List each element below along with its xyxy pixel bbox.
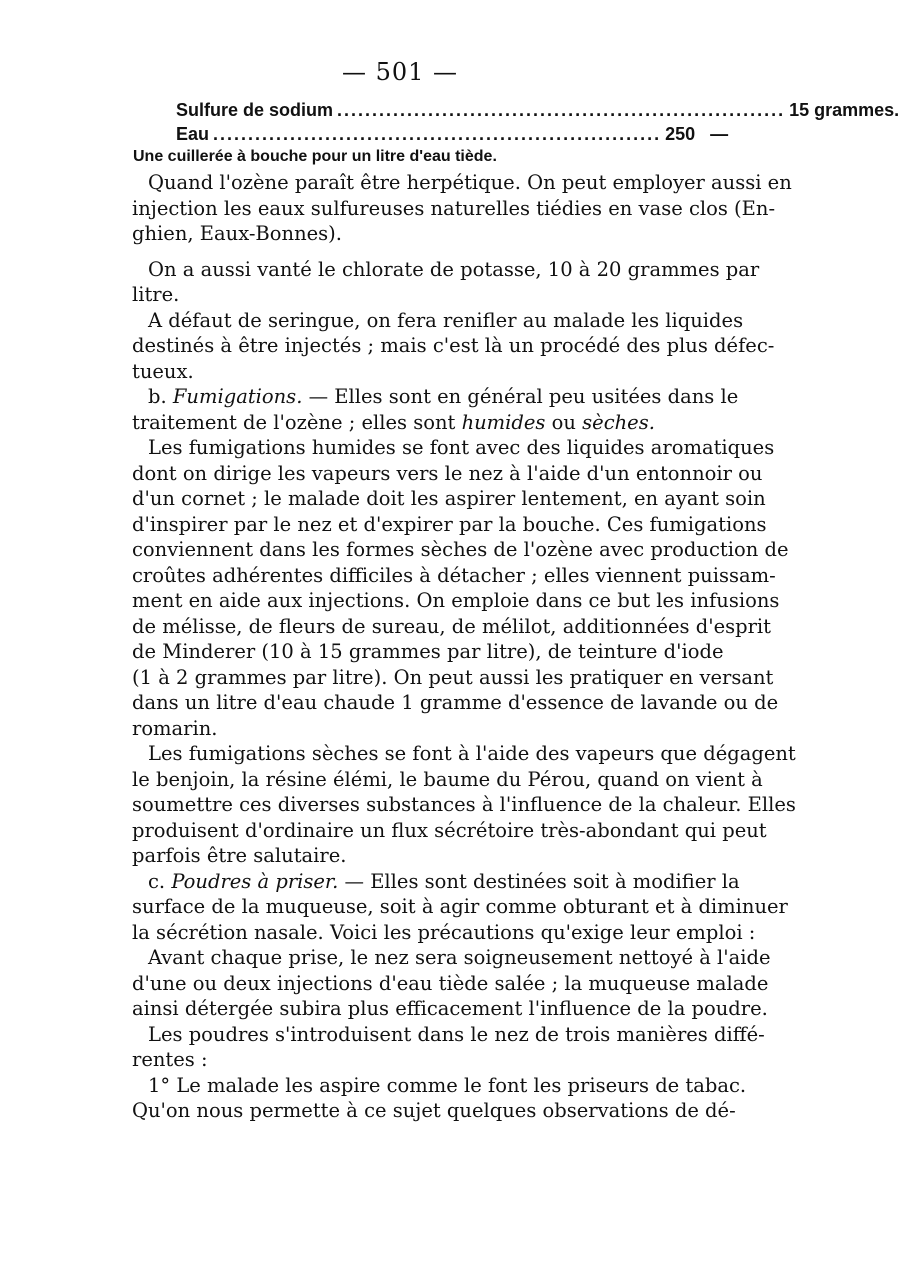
dot-leader: ................................................................ (213, 124, 662, 144)
text-line: ghien, Eaux-Bonnes). (132, 222, 342, 245)
text-line: On a aussi vanté le chlorate de potasse, 10 à 20 grammes par (148, 257, 760, 281)
section-title: Poudres à priser. (171, 869, 339, 893)
text-line: destinés à être injectés ; mais c'est là un procédé des plus défec- (132, 334, 775, 357)
text-line: d'une ou deux injections d'eau tiède salée ; la muqueuse malade (132, 971, 769, 995)
text-line: Qu'on nous permette à ce sujet quelques observations de dé- (132, 1099, 736, 1122)
text-line: surface de la muqueuse, soit à agir comme obturant et à diminuer (132, 895, 788, 918)
text-line: injection les eaux sulfureuses naturelles tiédies en vase clos (En- (132, 196, 776, 220)
text-line: parfois être salutaire. (132, 844, 347, 867)
text-line: soumettre ces diverses substances à l'influence de la chaleur. Elles (132, 793, 796, 816)
text-line: produisent d'ordinaire un flux sécrétoire très-abondant qui peut (132, 818, 767, 842)
text-segment: — Elles sont destinées soit à modifier la (338, 869, 740, 893)
section-letter: b. (148, 385, 167, 408)
text-line: Les fumigations sèches se font à l'aide des vapeurs que dégagent (148, 742, 796, 765)
section-letter: c. (148, 869, 166, 893)
text-line: Les fumigations humides se font avec des liquides aromatiques (148, 436, 775, 459)
text-line: de Minderer (10 à 15 grammes par litre), de teinture d'iode (132, 640, 724, 663)
recipe-ingredient: Sulfure de sodium (176, 100, 334, 120)
body-text (132, 170, 796, 1124)
recipe-quantity: 250 — (665, 124, 729, 144)
text-line: conviennent dans les formes sèches de l'ozène avec production de (132, 538, 789, 561)
recipe-ingredient: Eau (176, 124, 210, 144)
dot-leader: ................................................................ (337, 100, 786, 120)
text-line: rentes : (132, 1048, 208, 1071)
recipe-line-eau (176, 124, 729, 145)
text-line: ainsi détergée subira plus efficacement l'influence de la poudre. (132, 997, 768, 1020)
text-line: de mélisse, de fleurs de sureau, de mélilot, additionnées d'esprit (132, 614, 772, 638)
text-line (132, 384, 739, 410)
text-line: tueux. (132, 359, 194, 383)
text-line: (1 à 2 grammes par litre). On peut aussi les pratiquer en versant (132, 665, 774, 689)
recipe-note: Une cuillerée à bouche pour un litre d'eau tiède. (133, 148, 497, 165)
text-line: dans un litre d'eau chaude 1 gramme d'essence de lavande ou de (132, 691, 779, 714)
text-line: croûtes adhérentes difficiles à détacher ; elles viennent puissam- (132, 563, 776, 587)
text-line: 1° Le malade les aspire comme le font les priseurs de tabac. (148, 1073, 747, 1097)
text-line (132, 869, 740, 895)
text-segment: ou (545, 410, 583, 434)
text-line: romarin. (132, 716, 218, 740)
emphasis: humides (461, 410, 546, 434)
text-line: la sécrétion nasale. Voici les précautions qu'exige leur emploi : (132, 920, 756, 944)
text-line: Avant chaque prise, le nez sera soigneusement nettoyé à l'aide (148, 946, 771, 969)
recipe-line-sulfure (176, 100, 899, 121)
text-line: A défaut de seringue, on fera renifler au malade les liquides (148, 308, 744, 332)
text-line: d'un cornet ; le malade doit les aspirer lentement, en ayant soin (132, 487, 766, 510)
recipe-quantity: 15 grammes. (789, 100, 899, 120)
page-number: — 501 — (341, 58, 459, 86)
section-title: Fumigations. (172, 385, 303, 408)
text-line: dont on dirige les vapeurs vers le nez à l'aide d'un entonnoir ou (132, 461, 763, 485)
text-line (132, 410, 674, 436)
text-segment: — Elles sont en général peu usitées dans le (302, 385, 739, 408)
text-line: Quand l'ozène paraît être herpétique. On peut employer aussi en (148, 171, 792, 194)
text-line: Les poudres s'introduisent dans le nez de trois manières diffé- (148, 1022, 765, 1046)
text-segment: traitement de l'ozène ; elles sont (132, 410, 456, 434)
text-line: litre. (132, 283, 180, 306)
emphasis: sèches. (582, 410, 655, 434)
text-line: le benjoin, la résine élémi, le baume du Pérou, quand on vient à (132, 767, 763, 791)
text-line: ment en aide aux injections. On emploie dans ce but les infusions (132, 589, 780, 612)
text-line: d'inspirer par le nez et d'expirer par la bouche. Ces fumigations (132, 512, 767, 536)
